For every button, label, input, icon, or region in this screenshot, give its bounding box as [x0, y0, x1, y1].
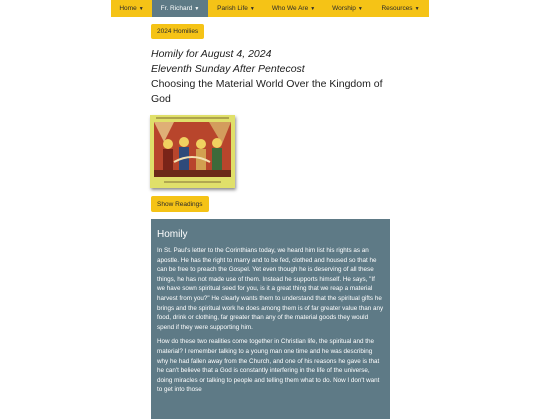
chevron-down-icon: ▼: [357, 5, 363, 12]
nav-label: Home: [119, 5, 137, 12]
nav-label: Worship: [332, 5, 356, 12]
homily-date: Homily for August 4, 2024: [151, 48, 272, 60]
nav-resources[interactable]: [372, 0, 429, 17]
nav-fr-richard[interactable]: [152, 0, 208, 17]
show-readings-button[interactable]: Show Readings: [151, 196, 209, 212]
chevron-down-icon: ▼: [414, 5, 420, 12]
homily-title: Choosing the Material World Over the Kingdom of God: [151, 78, 383, 105]
chevron-down-icon: ▼: [310, 5, 316, 12]
nav-parish-life[interactable]: [208, 0, 264, 17]
nav-label: Fr. Richard: [160, 5, 193, 12]
chevron-down-icon: ▼: [138, 5, 144, 12]
homilies-2024-button[interactable]: 2024 Homilies: [151, 24, 204, 39]
homily-heading: Homily: [157, 229, 188, 240]
chevron-down-icon: ▼: [249, 5, 255, 12]
nav-label: Resources: [381, 5, 413, 12]
nav-label: Parish Life: [217, 5, 248, 12]
homily-paragraph: In St. Paul's letter to the Corinthians today, we heard him list his rights as an apostle. He has the right to marry and to be fed, clothed and housed so that he can be free to preach the Gospel. Yet even though he is deserving of all these things, he has not made use of them. Instead he supports himself. He says, "If we have sown spiritual seed for you, is it a great thing that we reap a material harvest from you?" He clearly wants them to understand that the spiritual gifts he brings and the spiritual work he does among them is of far greater value than any food, drink or clothing, far greater than any of the material goods they would spend if they were supporting him.: [157, 247, 384, 331]
nav-home[interactable]: [111, 0, 152, 17]
chevron-down-icon: ▼: [194, 5, 200, 12]
feast-icon-image: [150, 115, 235, 188]
nav-worship[interactable]: [323, 0, 372, 17]
homily-panel: [151, 219, 390, 419]
nav-who-we-are[interactable]: [264, 0, 323, 17]
homily-sunday: Eleventh Sunday After Pentecost: [151, 63, 305, 75]
nav-label: Who We Are: [271, 5, 309, 12]
homily-paragraph: How do these two realities come together in Christian life, the spiritual and the material? I remember talking to a young man one time and he was describing why he had fallen away from the Church, and one of his reasons he gave is that he can't believe that a God is constantly interfering in the life of the universe, doing miracles or talking to people and telling them what to do. Now I don't want to get into those: [157, 338, 380, 394]
main-nav: [111, 0, 429, 17]
